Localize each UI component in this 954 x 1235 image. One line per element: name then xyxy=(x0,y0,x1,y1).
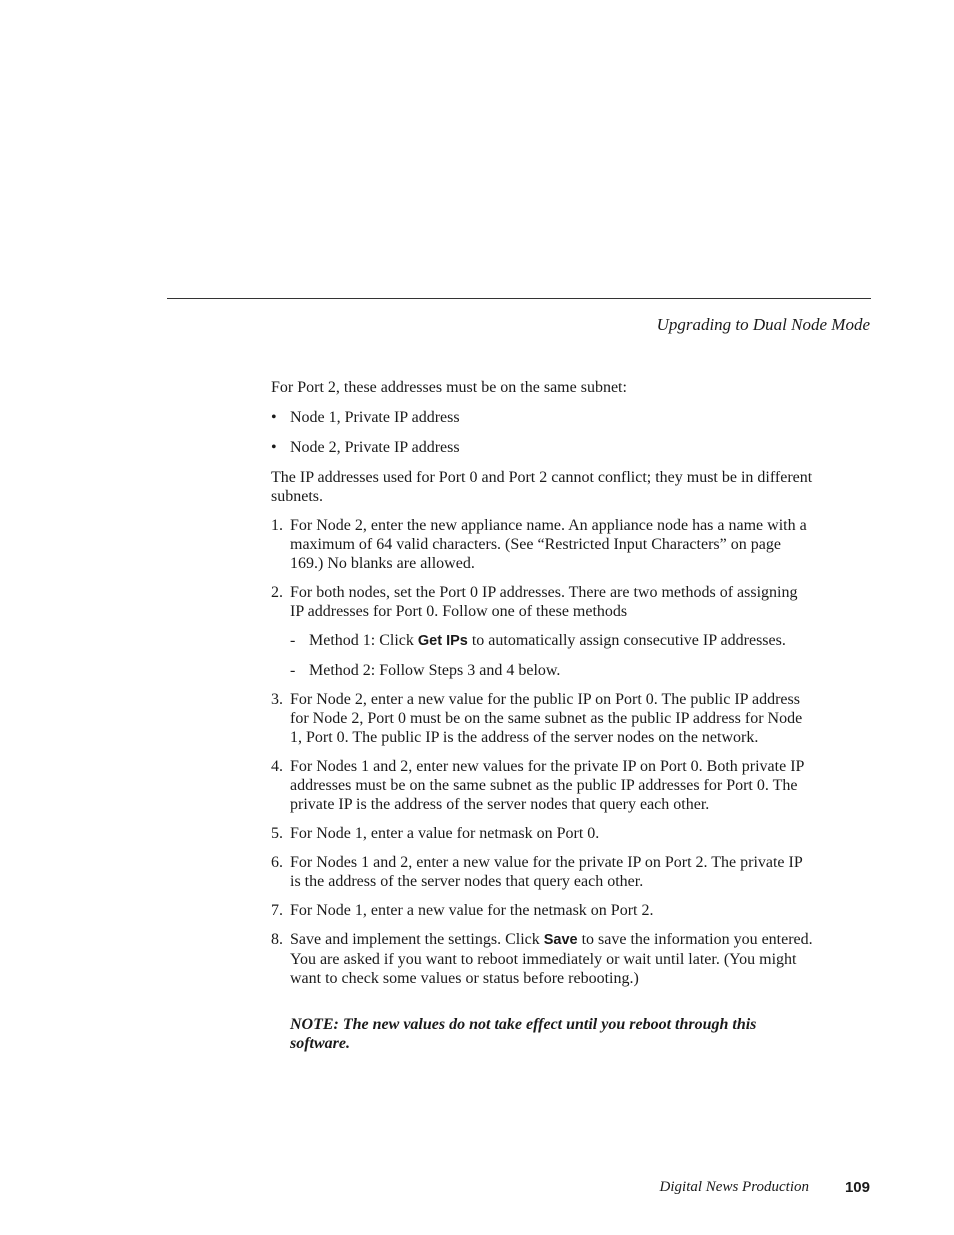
step-number: 7. xyxy=(271,902,283,919)
step-text: For Nodes 1 and 2, enter new values for the private IP on Port 0. Both private IP addresses must be on the same subnet as the public IP addresses for Port 0. The private IP is the address of the server nodes that query each other. xyxy=(290,758,804,813)
step-4 xyxy=(271,757,813,814)
step-number: 8. xyxy=(271,931,283,948)
method-text: Method 2: Follow Steps 3 and 4 below. xyxy=(309,662,561,679)
get-ips-label: Get IPs xyxy=(417,633,468,649)
bullet-mark: • xyxy=(271,439,277,456)
step-3 xyxy=(271,690,813,747)
step-1 xyxy=(271,516,813,573)
bullet-item xyxy=(271,408,813,427)
step-number: 6. xyxy=(271,854,283,871)
header-rule xyxy=(167,298,871,299)
bullet-mark: • xyxy=(271,409,277,426)
step-number: 3. xyxy=(271,691,283,708)
method-2-item xyxy=(290,661,813,680)
dash-mark: - xyxy=(290,632,296,649)
step-text: For Node 1, enter a new value for the netmask on Port 2. xyxy=(290,902,654,919)
reboot-note: NOTE: The new values do not take effect until you reboot through this software. xyxy=(290,1016,757,1052)
step-5 xyxy=(271,824,813,843)
page-body xyxy=(271,378,813,1053)
page-number: 109 xyxy=(844,1179,870,1196)
step-text-before: Save and implement the settings. Click xyxy=(290,931,544,948)
bullet-text: Node 2, Private IP address xyxy=(290,439,460,456)
step-text: For Node 2, enter a new value for the public IP on Port 0. The public IP address for Node 2, Port 0 must be on the same subnet as the public IP address for Node 1, Port 0. The public IP is the address of the server nodes on the network. xyxy=(290,691,803,746)
step-text: For both nodes, set the Port 0 IP addresses. There are two methods of assigning IP addresses for Port 0. Follow one of these methods xyxy=(290,584,798,620)
step-text: For Node 1, enter a value for netmask on Port 0. xyxy=(290,825,600,842)
step-number: 5. xyxy=(271,825,283,842)
save-label: Save xyxy=(543,932,578,948)
step-2 xyxy=(271,583,813,680)
bullet-item xyxy=(271,438,813,457)
step-number: 2. xyxy=(271,584,283,601)
dash-mark: - xyxy=(290,662,296,679)
step-number: 1. xyxy=(271,517,283,534)
intro-paragraph: For Port 2, these addresses must be on the same subnet: xyxy=(271,379,627,396)
conflict-paragraph: The IP addresses used for Port 0 and Port 2 cannot conflict; they must be in different subnets. xyxy=(271,469,813,505)
step-7 xyxy=(271,901,813,920)
step-text: For Node 2, enter the new appliance name. An appliance node has a name with a maximum of 64 valid characters. (See “Restricted Input Characters” on page 169.) No blanks are allowed. xyxy=(290,517,807,572)
chapter-title: Upgrading to Dual Node Mode xyxy=(656,315,870,334)
method-text-before: Method 1: Click xyxy=(309,632,418,649)
step-number: 4. xyxy=(271,758,283,775)
footer-book-title: Digital News Production xyxy=(659,1179,809,1195)
step-text: For Nodes 1 and 2, enter a new value for the private IP on Port 2. The private IP is the address of the server nodes that query each other. xyxy=(290,854,803,890)
step-text-after: to save the information you entered. You are asked if you want to reboot immediately or wait until later. (You might want to check some values or status before rebooting.) xyxy=(290,931,813,987)
bullet-text: Node 1, Private IP address xyxy=(290,409,460,426)
step-8 xyxy=(271,930,813,988)
step-6 xyxy=(271,853,813,891)
method-1-item xyxy=(290,631,813,651)
method-text-after: to automatically assign consecutive IP addresses. xyxy=(467,632,786,649)
